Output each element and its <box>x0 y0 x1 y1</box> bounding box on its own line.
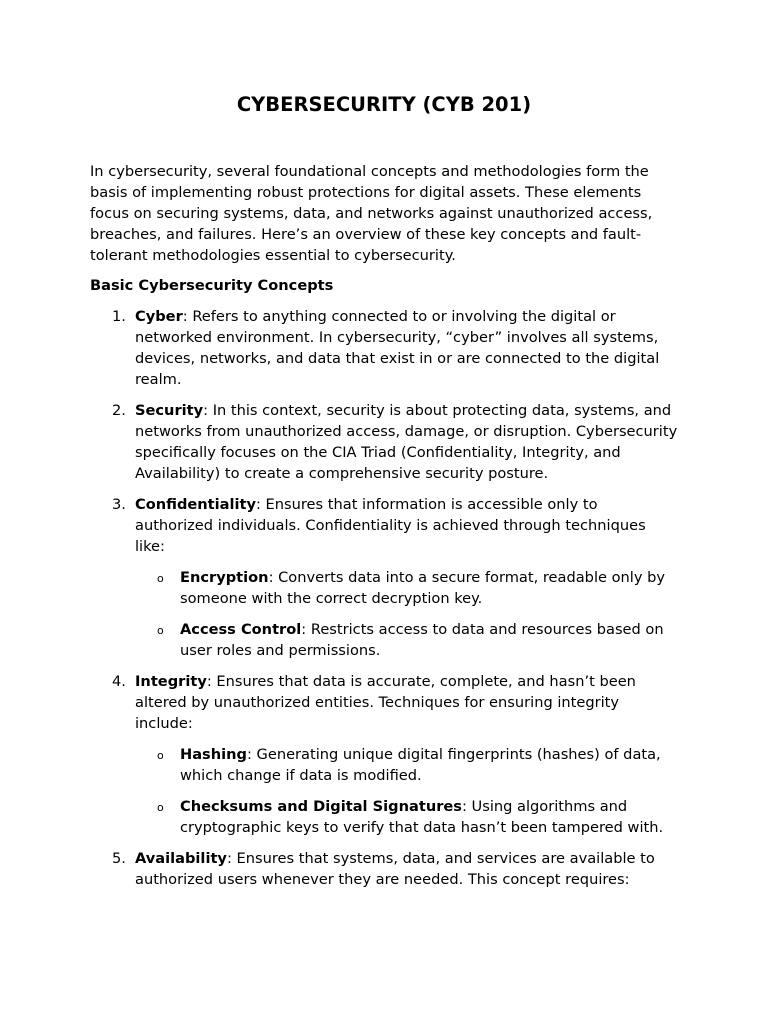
subitem-text: : Converts data into a secure format, readable only by someone with the correct decryption key. <box>180 569 666 607</box>
list-number: 5. <box>112 850 126 867</box>
item-text: : Ensures that information is accessible only to authorized individuals. Confidentiality is achieved through techniques like: <box>135 496 646 555</box>
bullet-icon: o <box>157 572 164 585</box>
list-number: 2. <box>112 402 126 419</box>
term-encryption: Encryption <box>180 569 269 586</box>
term-security: Security <box>135 402 204 419</box>
list-number: 3. <box>112 496 126 513</box>
bullet-icon: o <box>157 801 164 814</box>
term-hashing: Hashing <box>180 746 247 763</box>
term-integrity: Integrity <box>135 673 207 690</box>
list-item-confidentiality <box>90 494 680 661</box>
term-availability: Availability <box>135 850 227 867</box>
item-text: : Ensures that systems, data, and services are available to authorized users whenever they are needed. This concept requires: <box>135 850 655 888</box>
list-number: 1. <box>112 308 126 325</box>
list-number: 4. <box>112 673 126 690</box>
subitem-encryption <box>135 567 680 609</box>
subitem-text: : Restricts access to data and resources based on user roles and permissions. <box>180 621 664 659</box>
subitem-checksums <box>135 796 680 838</box>
term-confidentiality: Confidentiality <box>135 496 256 513</box>
bullet-icon: o <box>157 624 164 637</box>
term-cyber: Cyber <box>135 308 183 325</box>
item-text: : Refers to anything connected to or involving the digital or networked environment. In cybersecurity, “cyber” involves all systems, devices, networks, and data that exist in or are connected to the digital realm. <box>135 308 660 388</box>
list-item-integrity <box>90 671 680 838</box>
term-checksums: Checksums and Digital Signatures <box>180 798 462 815</box>
integrity-sublist <box>135 744 680 838</box>
list-item-security <box>90 400 680 484</box>
list-item-cyber <box>90 306 680 390</box>
confidentiality-sublist <box>135 567 680 661</box>
list-item-availability <box>90 848 680 890</box>
item-text: : In this context, security is about protecting data, systems, and networks from unauthorized access, damage, or disruption. Cybersecurity specifically focuses on the CIA Triad (Confidentiality, Integrity, and Availability) to create a comprehensive security posture. <box>135 402 678 482</box>
concepts-list <box>90 306 680 900</box>
intro-paragraph: In cybersecurity, several foundational concepts and methodologies form the basis of implementing robust protections for digital assets. These elements focus on securing systems, data, and networks against unauthorized access, breaches, and failures. Here’s an overview of these key concepts and fault-tolerant methodologies essential to cybersecurity. <box>90 163 653 264</box>
section-heading: Basic Cybersecurity Concepts <box>90 277 334 294</box>
document-title: CYBERSECURITY (CYB 201) <box>236 93 532 116</box>
bullet-icon: o <box>157 749 164 762</box>
subitem-hashing <box>135 744 680 786</box>
subitem-text: : Using algorithms and cryptographic keys to verify that data hasn’t been tampered with. <box>180 798 664 836</box>
subitem-access-control <box>135 619 680 661</box>
item-text: : Ensures that data is accurate, complete, and hasn’t been altered by unauthorized entities. Techniques for ensuring integrity include: <box>135 673 636 732</box>
term-access-control: Access Control <box>180 621 302 638</box>
subitem-text: : Generating unique digital fingerprints (hashes) of data, which change if data is modified. <box>180 746 661 784</box>
